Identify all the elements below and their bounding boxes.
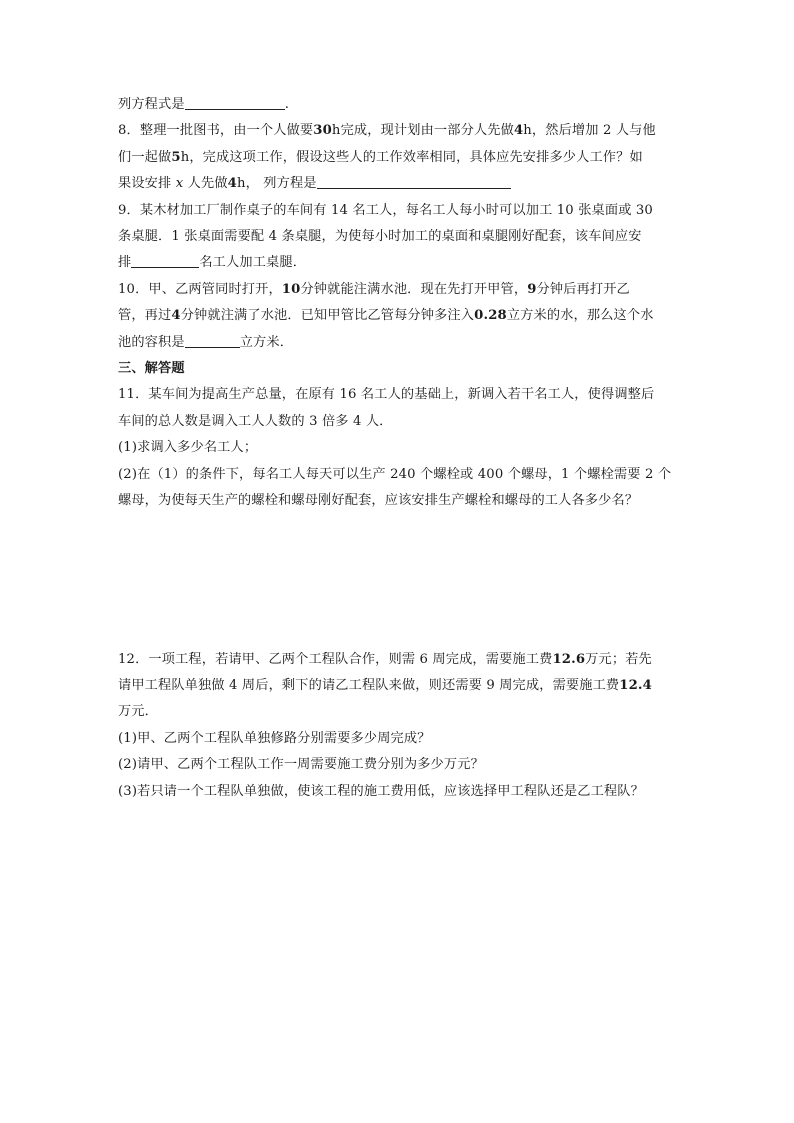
q8-line-3	[118, 171, 684, 197]
q12-text: 请甲工程队单独做 4 周后，剩下的请乙工程队来做，则还需要 9 周完成，需要施工费	[118, 677, 620, 693]
q8-hours-30: 30	[313, 123, 332, 139]
q12-text: 万元；若先	[585, 651, 652, 667]
q10-text: 分钟后再打开乙	[536, 281, 630, 297]
q10-text: 分钟就能注满水池．现在先打开甲管，	[300, 281, 528, 297]
q11-part-2-line-1: (2)在（1）的条件下，每名工人每天可以生产 240 个螺栓或 400 个螺母，1 个螺栓需要 2 个	[118, 466, 672, 482]
q9-line-3	[118, 250, 684, 276]
q12-line-3: 万元．	[118, 704, 159, 720]
section-title-answers: 三、解答题	[118, 361, 185, 377]
q8-text: 人先做	[183, 176, 228, 192]
q10-line-1	[118, 277, 684, 303]
q8-line-1	[118, 118, 684, 144]
q7-period: .	[284, 97, 290, 112]
q9-line-1: 9．某木材加工厂制作桌子的车间有 14 名工人，每名工人每小时可以加工 10 张桌面或 30	[118, 202, 653, 218]
q7-answer-blank[interactable]	[185, 93, 285, 110]
q12-part-3: (3)若只请一个工程队单独做，使该工程的施工费用低，应该选择甲工程队还是乙工程队？	[118, 783, 644, 799]
q7-line-1	[118, 92, 684, 118]
q10-line-2	[118, 303, 684, 329]
q10-minutes-9: 9	[527, 281, 537, 297]
q8-text: h，然后增加 2 人与他	[523, 123, 656, 139]
q10-text: 管，再过	[118, 308, 172, 324]
q10-volume: 0.28	[474, 308, 507, 324]
q8-hours-4b: 4	[227, 176, 237, 192]
q8-hours-5: 5	[171, 149, 181, 165]
q11-line-1: 11．某车间为提高生产总量，在原有 16 名工人的基础上，新调入若干名工人，使得调整后	[118, 387, 655, 403]
q10-minutes-4: 4	[171, 308, 181, 324]
q9-text: 名工人加工桌腿．	[199, 255, 307, 271]
answer-space[interactable]	[118, 515, 684, 647]
q10-minutes-10: 10	[281, 281, 301, 297]
q11-part-1: (1)求调入多少名工人；	[118, 440, 258, 456]
q11-line-2: 车间的总人数是调入工人人数的 3 倍多 4 人．	[118, 413, 393, 429]
q8-hours-4: 4	[513, 123, 524, 139]
q10-text: 分钟就注满了水池．已知甲管比乙管每分钟多注入	[180, 308, 475, 324]
q7-text: 列方程式是	[118, 97, 185, 112]
q8-text: 8．整理一批图书，由一个人做要	[118, 123, 314, 139]
q12-text: 12．一项工程，若请甲、乙两个工程队合作，则需 6 周完成，需要施工费	[118, 651, 553, 667]
q12-part-2: (2)请甲、乙两个工程队工作一周需要施工费分别为多少万元？	[118, 757, 484, 773]
q12-cost-1: 12.6	[552, 651, 586, 667]
q8-text: 果设安排	[118, 176, 176, 192]
q12-line-1	[118, 647, 684, 673]
q10-answer-blank[interactable]	[185, 331, 240, 348]
q12-cost-2: 12.4	[619, 677, 652, 693]
q8-text: h，完成这项工作，假设这些人的工作效率相同，具体应先安排多少人工作？如	[180, 149, 643, 165]
q10-text: 池的容积是	[118, 334, 185, 350]
q10-text: 立方米．	[239, 334, 294, 350]
q12-line-2	[118, 673, 684, 699]
q8-text: h， 列方程是	[236, 176, 317, 192]
q8-answer-blank[interactable]	[317, 172, 511, 189]
q10-text: 10．甲、乙两管同时打开，	[118, 281, 282, 297]
q10-line-3	[118, 330, 684, 356]
q8-variable-x: x	[175, 176, 184, 192]
q8-line-2	[118, 145, 684, 171]
q10-text: 立方米的水，那么这个水	[506, 308, 654, 324]
q8-text: h完成，现计划由一部分人先做	[331, 123, 514, 139]
q12-part-1: (1)甲、乙两个工程队单独修路分别需要多少周完成？	[118, 730, 431, 746]
q11-part-2-line-2: 螺母，为使每天生产的螺栓和螺母刚好配套，应该安排生产螺栓和螺母的工人各多少名？	[118, 493, 639, 509]
q9-answer-blank[interactable]	[131, 251, 199, 268]
q9-text: 排	[118, 255, 132, 271]
page-content	[118, 92, 684, 805]
q9-line-2: 条桌腿．1 张桌面需要配 4 条桌腿，为使每小时加工的桌面和桌腿刚好配套，该车间应安	[118, 229, 642, 245]
q8-text: 们一起做	[118, 149, 172, 165]
